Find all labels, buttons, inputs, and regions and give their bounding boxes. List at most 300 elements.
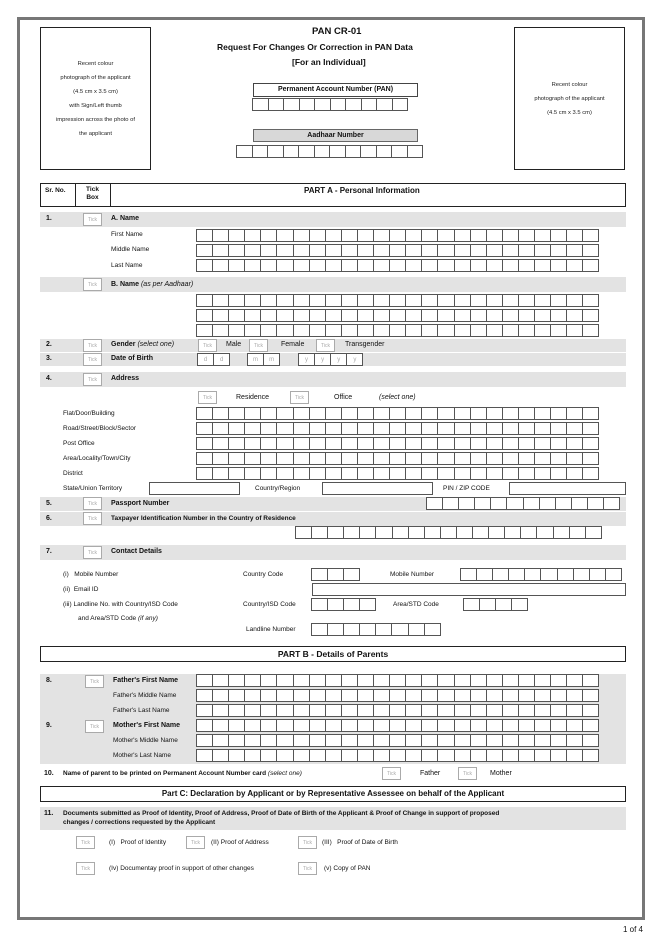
char-box[interactable] [502, 734, 519, 747]
char-box[interactable] [582, 244, 599, 257]
char-box[interactable] [276, 749, 293, 762]
char-box[interactable] [486, 407, 503, 420]
char-box[interactable] [283, 98, 300, 111]
char-box[interactable] [357, 229, 374, 242]
char-box[interactable] [476, 568, 493, 581]
char-box[interactable] [550, 422, 567, 435]
char-box[interactable] [373, 422, 390, 435]
char-box[interactable] [309, 294, 326, 307]
char-box[interactable] [518, 437, 535, 450]
char-box[interactable] [357, 689, 374, 702]
char-box[interactable] [325, 229, 342, 242]
char-box[interactable] [212, 407, 229, 420]
char-box[interactable] [325, 422, 342, 435]
char-box[interactable] [486, 244, 503, 257]
passport-input[interactable] [427, 497, 620, 510]
char-box[interactable] [454, 689, 471, 702]
char-box[interactable] [196, 704, 213, 717]
landline-number-input[interactable] [312, 623, 441, 636]
char-box[interactable] [357, 422, 374, 435]
char-box[interactable] [566, 689, 583, 702]
char-box[interactable] [534, 734, 551, 747]
char-box[interactable] [502, 229, 519, 242]
char-box[interactable] [421, 244, 438, 257]
char-box[interactable] [341, 422, 358, 435]
char-box[interactable] [196, 259, 213, 272]
char-box[interactable] [389, 422, 406, 435]
char-box[interactable] [454, 674, 471, 687]
email-input[interactable] [312, 583, 626, 596]
char-box[interactable] [309, 719, 326, 732]
char-box[interactable] [373, 704, 390, 717]
father-select-tick[interactable]: Tick [382, 767, 401, 780]
char-box[interactable] [405, 294, 422, 307]
char-box[interactable] [228, 689, 245, 702]
char-box[interactable] [196, 437, 213, 450]
char-box[interactable] [470, 452, 487, 465]
char-box[interactable] [276, 309, 293, 322]
char-box[interactable] [293, 467, 310, 480]
char-box[interactable] [373, 259, 390, 272]
char-box[interactable] [293, 422, 310, 435]
char-box[interactable] [405, 719, 422, 732]
char-box[interactable] [534, 422, 551, 435]
char-box[interactable] [276, 229, 293, 242]
char-box[interactable] [566, 749, 583, 762]
char-box[interactable] [454, 309, 471, 322]
char-box[interactable] [276, 324, 293, 337]
char-box[interactable] [569, 526, 586, 539]
char-box[interactable] [454, 294, 471, 307]
char-box[interactable] [470, 294, 487, 307]
char-box[interactable] [486, 452, 503, 465]
char-box[interactable] [228, 407, 245, 420]
char-box[interactable] [502, 467, 519, 480]
char-box[interactable] [511, 598, 528, 611]
char-box[interactable] [582, 324, 599, 337]
char-box[interactable] [502, 719, 519, 732]
char-box[interactable] [293, 719, 310, 732]
char-box[interactable] [376, 98, 393, 111]
first-name-input[interactable] [197, 229, 599, 242]
char-box[interactable] [276, 407, 293, 420]
female-tick[interactable]: Tick [249, 339, 268, 352]
aadhaar-name-input-2[interactable] [197, 309, 599, 322]
char-box[interactable] [582, 259, 599, 272]
char-box[interactable] [293, 674, 310, 687]
char-box[interactable] [582, 294, 599, 307]
char-box[interactable] [311, 623, 328, 636]
char-box[interactable] [518, 229, 535, 242]
char-box[interactable] [267, 145, 284, 158]
char-box[interactable] [309, 244, 326, 257]
char-box[interactable] [454, 324, 471, 337]
char-box[interactable] [502, 704, 519, 717]
char-box[interactable] [518, 407, 535, 420]
char-box[interactable] [518, 704, 535, 717]
char-box[interactable] [244, 229, 261, 242]
char-box[interactable] [470, 689, 487, 702]
char-box[interactable] [341, 244, 358, 257]
char-box[interactable] [534, 244, 551, 257]
char-box[interactable] [244, 259, 261, 272]
char-box[interactable] [389, 324, 406, 337]
char-box[interactable] [582, 734, 599, 747]
char-box[interactable] [341, 689, 358, 702]
char-box[interactable] [228, 452, 245, 465]
char-box[interactable] [566, 704, 583, 717]
char-box[interactable] [470, 719, 487, 732]
father-middle-input[interactable] [197, 689, 599, 702]
char-box[interactable] [325, 452, 342, 465]
char-box[interactable] [361, 98, 378, 111]
char-box[interactable] [260, 437, 277, 450]
char-box[interactable] [341, 309, 358, 322]
mother-select-tick[interactable]: Tick [458, 767, 477, 780]
char-box[interactable] [518, 734, 535, 747]
char-box[interactable] [228, 294, 245, 307]
char-box[interactable] [589, 568, 606, 581]
dob-year[interactable] [299, 353, 363, 366]
char-box[interactable] [196, 422, 213, 435]
char-box[interactable]: d [197, 353, 214, 366]
char-box[interactable] [373, 407, 390, 420]
char-box[interactable] [276, 734, 293, 747]
char-box[interactable] [408, 526, 425, 539]
aadhaar-input[interactable] [237, 145, 423, 158]
char-box[interactable] [341, 259, 358, 272]
char-box[interactable] [605, 568, 622, 581]
char-box[interactable] [488, 526, 505, 539]
char-box[interactable] [582, 467, 599, 480]
char-box[interactable] [486, 674, 503, 687]
char-box[interactable] [196, 674, 213, 687]
char-box[interactable] [309, 674, 326, 687]
char-box[interactable] [295, 526, 312, 539]
char-box[interactable] [550, 324, 567, 337]
char-box[interactable] [502, 437, 519, 450]
char-box[interactable] [486, 734, 503, 747]
char-box[interactable] [389, 704, 406, 717]
char-box[interactable] [534, 749, 551, 762]
char-box[interactable] [325, 467, 342, 480]
char-box[interactable] [244, 309, 261, 322]
char-box[interactable] [341, 294, 358, 307]
char-box[interactable] [309, 324, 326, 337]
flat-input[interactable] [197, 407, 599, 420]
char-box[interactable] [392, 98, 409, 111]
char-box[interactable] [311, 598, 328, 611]
char-box[interactable] [341, 749, 358, 762]
char-box[interactable] [293, 704, 310, 717]
state-input[interactable] [149, 482, 240, 495]
char-box[interactable] [486, 324, 503, 337]
char-box[interactable] [228, 229, 245, 242]
char-box[interactable] [309, 437, 326, 450]
char-box[interactable] [260, 749, 277, 762]
dob-month[interactable] [248, 353, 280, 366]
char-box[interactable] [228, 309, 245, 322]
char-box[interactable] [212, 309, 229, 322]
char-box[interactable] [212, 689, 229, 702]
char-box[interactable] [582, 704, 599, 717]
char-box[interactable] [244, 467, 261, 480]
char-box[interactable] [458, 497, 475, 510]
country-isd-input[interactable] [312, 598, 376, 611]
char-box[interactable] [502, 689, 519, 702]
char-box[interactable] [391, 145, 408, 158]
char-box[interactable] [293, 734, 310, 747]
district-input[interactable] [197, 467, 599, 480]
char-box[interactable] [486, 309, 503, 322]
char-box[interactable] [486, 467, 503, 480]
char-box[interactable] [566, 294, 583, 307]
char-box[interactable] [421, 749, 438, 762]
char-box[interactable] [293, 294, 310, 307]
char-box[interactable] [309, 259, 326, 272]
char-box[interactable] [442, 497, 459, 510]
char-box[interactable] [325, 309, 342, 322]
char-box[interactable] [470, 259, 487, 272]
char-box[interactable] [359, 526, 376, 539]
char-box[interactable] [550, 309, 567, 322]
char-box[interactable] [582, 674, 599, 687]
char-box[interactable] [311, 526, 328, 539]
area-std-input[interactable] [464, 598, 528, 611]
char-box[interactable] [437, 407, 454, 420]
char-box[interactable] [389, 259, 406, 272]
char-box[interactable] [196, 734, 213, 747]
char-box[interactable] [405, 244, 422, 257]
char-box[interactable] [357, 452, 374, 465]
char-box[interactable] [357, 704, 374, 717]
char-box[interactable] [357, 259, 374, 272]
char-box[interactable] [407, 145, 424, 158]
male-tick[interactable]: Tick [198, 339, 217, 352]
char-box[interactable] [405, 749, 422, 762]
char-box[interactable] [523, 497, 540, 510]
area-input[interactable] [197, 452, 599, 465]
char-box[interactable] [325, 674, 342, 687]
char-box[interactable] [309, 734, 326, 747]
char-box[interactable] [373, 244, 390, 257]
char-box[interactable] [228, 437, 245, 450]
char-box[interactable] [454, 704, 471, 717]
char-box[interactable] [260, 452, 277, 465]
char-box[interactable] [518, 324, 535, 337]
char-box[interactable] [518, 244, 535, 257]
char-box[interactable] [212, 452, 229, 465]
char-box[interactable] [299, 98, 316, 111]
char-box[interactable] [474, 497, 491, 510]
char-box[interactable] [421, 229, 438, 242]
char-box[interactable] [196, 467, 213, 480]
char-box[interactable] [212, 437, 229, 450]
char-box[interactable] [506, 497, 523, 510]
char-box[interactable] [502, 244, 519, 257]
aadhaar-name-input-3[interactable] [197, 324, 599, 337]
char-box[interactable] [421, 719, 438, 732]
char-box[interactable] [470, 674, 487, 687]
char-box[interactable] [357, 674, 374, 687]
copy-pan-tick[interactable]: Tick [298, 862, 317, 875]
char-box[interactable] [603, 497, 620, 510]
char-box[interactable] [566, 259, 583, 272]
last-name-input[interactable] [197, 259, 599, 272]
char-box[interactable] [244, 244, 261, 257]
char-box[interactable] [212, 244, 229, 257]
char-box[interactable] [228, 719, 245, 732]
char-box[interactable] [486, 437, 503, 450]
char-box[interactable]: y [314, 353, 331, 366]
char-box[interactable] [260, 704, 277, 717]
char-box[interactable] [437, 452, 454, 465]
char-box[interactable] [212, 294, 229, 307]
char-box[interactable] [329, 145, 346, 158]
char-box[interactable] [228, 467, 245, 480]
char-box[interactable] [389, 294, 406, 307]
char-box[interactable] [244, 704, 261, 717]
char-box[interactable] [421, 437, 438, 450]
proof-identity-tick[interactable]: Tick [76, 836, 95, 849]
char-box[interactable] [437, 294, 454, 307]
char-box[interactable] [276, 422, 293, 435]
char-box[interactable] [327, 623, 344, 636]
char-box[interactable] [196, 229, 213, 242]
char-box[interactable] [486, 422, 503, 435]
other-changes-tick[interactable]: Tick [76, 862, 95, 875]
char-box[interactable] [276, 719, 293, 732]
char-box[interactable] [293, 749, 310, 762]
char-box[interactable] [566, 229, 583, 242]
char-box[interactable] [330, 98, 347, 111]
char-box[interactable] [534, 229, 551, 242]
char-box[interactable] [518, 452, 535, 465]
char-box[interactable] [276, 704, 293, 717]
char-box[interactable] [260, 422, 277, 435]
tin-input[interactable] [296, 526, 602, 539]
char-box[interactable] [244, 749, 261, 762]
char-box[interactable] [550, 704, 567, 717]
pin-input[interactable] [509, 482, 626, 495]
post-office-input[interactable] [197, 437, 599, 450]
char-box[interactable] [550, 452, 567, 465]
char-box[interactable] [341, 452, 358, 465]
char-box[interactable] [309, 422, 326, 435]
char-box[interactable] [534, 324, 551, 337]
char-box[interactable] [325, 259, 342, 272]
char-box[interactable] [550, 467, 567, 480]
char-box[interactable] [260, 674, 277, 687]
char-box[interactable] [582, 422, 599, 435]
char-box[interactable] [341, 324, 358, 337]
char-box[interactable] [373, 749, 390, 762]
char-box[interactable] [437, 324, 454, 337]
char-box[interactable] [566, 324, 583, 337]
char-box[interactable] [260, 244, 277, 257]
transgender-tick[interactable]: Tick [316, 339, 335, 352]
char-box[interactable] [260, 309, 277, 322]
char-box[interactable] [373, 294, 390, 307]
char-box[interactable] [518, 259, 535, 272]
char-box[interactable] [421, 422, 438, 435]
char-box[interactable] [376, 145, 393, 158]
char-box[interactable] [244, 422, 261, 435]
char-box[interactable] [228, 674, 245, 687]
char-box[interactable] [486, 294, 503, 307]
char-box[interactable] [212, 719, 229, 732]
char-box[interactable] [357, 719, 374, 732]
char-box[interactable] [276, 467, 293, 480]
char-box[interactable] [573, 568, 590, 581]
char-box[interactable] [212, 324, 229, 337]
char-box[interactable] [244, 674, 261, 687]
char-box[interactable] [470, 437, 487, 450]
char-box[interactable] [470, 734, 487, 747]
char-box[interactable] [293, 309, 310, 322]
char-box[interactable] [260, 689, 277, 702]
char-box[interactable] [212, 704, 229, 717]
char-box[interactable] [421, 259, 438, 272]
char-box[interactable] [502, 259, 519, 272]
section4-tick[interactable]: Tick [83, 373, 102, 386]
char-box[interactable] [325, 407, 342, 420]
char-box[interactable] [492, 568, 509, 581]
char-box[interactable] [534, 407, 551, 420]
char-box[interactable] [582, 407, 599, 420]
char-box[interactable] [421, 674, 438, 687]
section1-tick[interactable]: Tick [83, 213, 102, 226]
char-box[interactable] [557, 568, 574, 581]
char-box[interactable] [260, 734, 277, 747]
section7-tick[interactable]: Tick [83, 546, 102, 559]
char-box[interactable] [373, 229, 390, 242]
char-box[interactable] [550, 749, 567, 762]
char-box[interactable] [389, 437, 406, 450]
char-box[interactable] [325, 324, 342, 337]
char-box[interactable] [587, 497, 604, 510]
char-box[interactable] [228, 259, 245, 272]
char-box[interactable] [343, 568, 360, 581]
char-box[interactable] [327, 598, 344, 611]
char-box[interactable] [341, 704, 358, 717]
char-box[interactable] [389, 734, 406, 747]
char-box[interactable] [437, 467, 454, 480]
char-box[interactable] [244, 452, 261, 465]
char-box[interactable] [196, 749, 213, 762]
char-box[interactable] [276, 437, 293, 450]
char-box[interactable] [341, 719, 358, 732]
char-box[interactable] [405, 704, 422, 717]
char-box[interactable] [309, 229, 326, 242]
char-box[interactable] [550, 719, 567, 732]
char-box[interactable] [325, 244, 342, 257]
char-box[interactable] [276, 259, 293, 272]
office-tick[interactable]: Tick [290, 391, 309, 404]
char-box[interactable] [454, 437, 471, 450]
char-box[interactable] [421, 734, 438, 747]
char-box[interactable] [582, 719, 599, 732]
char-box[interactable] [375, 526, 392, 539]
char-box[interactable] [502, 294, 519, 307]
char-box[interactable] [260, 259, 277, 272]
char-box[interactable] [502, 749, 519, 762]
char-box[interactable] [470, 309, 487, 322]
char-box[interactable] [437, 704, 454, 717]
char-box[interactable] [518, 674, 535, 687]
char-box[interactable] [437, 734, 454, 747]
char-box[interactable] [405, 309, 422, 322]
